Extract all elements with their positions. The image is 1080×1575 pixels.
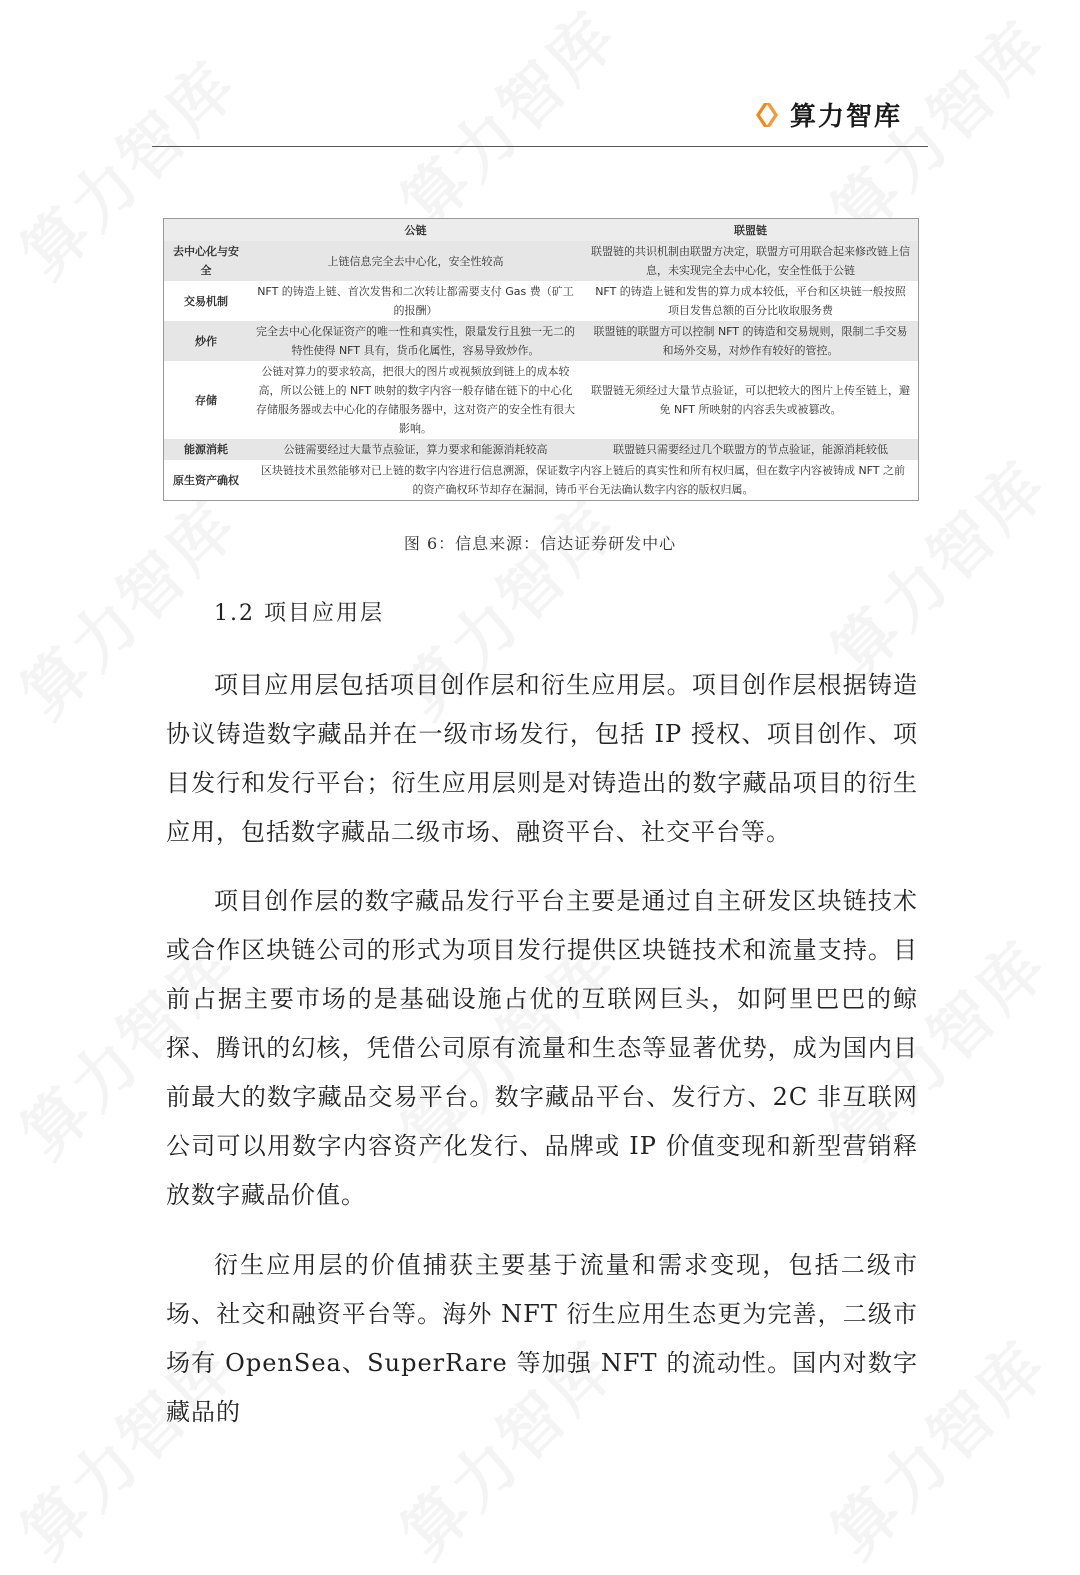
table-cell-public: 上链信息完全去中心化，安全性较高 bbox=[248, 241, 583, 281]
body-paragraph: 衍生应用层的价值捕获主要基于流量和需求变现，包括二级市场、社交和融资平台等。海外 NFT 衍生应用生态更为完善，二级市场有 OpenSea、SuperRare 等加强 NFT 的流动性。国内对数字藏品的 bbox=[166, 1251, 918, 1426]
comparison-table bbox=[163, 218, 919, 501]
watermark bbox=[377, 0, 634, 245]
table-cell-public: 公链需要经过大量节点验证，算力要求和能源消耗较高 bbox=[248, 439, 583, 460]
table-header-cell: 联盟链 bbox=[583, 219, 918, 241]
table-cell-consortium: 联盟链的联盟方可以控制 NFT 的铸造和交易规则，限制二手交易和场外交易，对炒作有较好的管控。 bbox=[583, 321, 918, 361]
logo-text: 算力智库 bbox=[790, 102, 903, 132]
row-label: 原生资产确权 bbox=[173, 473, 239, 487]
table-row bbox=[164, 321, 918, 361]
table-cell-public: NFT 的铸造上链、首次发售和二次转让都需要支付 Gas 费（矿工的报酬） bbox=[257, 285, 574, 317]
row-label: 能源消耗 bbox=[164, 439, 248, 460]
body-paragraph: 项目创作层的数字藏品发行平台主要是通过自主研发区块链技术或合作区块链公司的形式为项目发行提供区块链技术和流量支持。目前占据主要市场的是基础设施占优的互联网巨头，如阿里巴巴的鲸探、腾讯的幻核，凭借公司原有流量和生态等显著优势，成为国内目前最大的数字藏品交易平台。数字藏品平台、发行方、2C 非互联网公司可以用数字内容资产化发行、品牌或 IP 价值变现和新型营销释放数字藏品价值。 bbox=[166, 887, 918, 1209]
table-header-row bbox=[164, 219, 918, 241]
table-cell-consortium: 联盟链无须经过大量节点验证，可以把较大的图片上传至链上，避免 NFT 所映射的内容丢失或被篡改。 bbox=[591, 384, 910, 416]
body-paragraph: 项目应用层包括项目创作层和衍生应用层。项目创作层根据铸造协议铸造数字藏品并在一级市场发行，包括 IP 授权、项目创作、项目发行和发行平台；衍生应用层则是对铸造出的数字藏品项目的衍生应用，包括数字藏品二级市场、融资平台、社交平台等。 bbox=[166, 671, 918, 846]
table-header-cell: 公链 bbox=[248, 219, 583, 241]
row-label: 存储 bbox=[195, 393, 217, 407]
table-cell-consortium: 联盟链只需要经过几个联盟方的节点验证，能源消耗较低 bbox=[583, 439, 918, 460]
row-label: 交易机制 bbox=[184, 294, 228, 308]
table-cell-public: 完全去中心化保证资产的唯一性和真实性，限量发行且独一无二的特性使得 NFT 具有，货币化属性，容易导致炒作。 bbox=[248, 321, 583, 361]
table-row bbox=[164, 281, 918, 321]
table-row bbox=[164, 439, 918, 460]
brand-logo bbox=[752, 96, 902, 133]
table-cell-consortium: NFT 的铸造上链和发售的算力成本较低，平台和区块链一般按照项目发售总额的百分比收取服务费 bbox=[595, 285, 906, 317]
section-title: 1.2 项目应用层 bbox=[214, 601, 384, 626]
header-divider bbox=[152, 146, 928, 147]
table-row bbox=[164, 361, 918, 439]
row-label: 炒作 bbox=[164, 321, 248, 361]
logo-mark-icon bbox=[752, 100, 782, 130]
table-row bbox=[164, 241, 918, 281]
table-cell-public: 公链对算力的要求较高，把很大的图片或视频放到链上的成本较高，所以公链上的 NFT 映射的数字内容一般存储在链下的中心化存储服务器或去中心化的存储服务器中，这对资产的安全性有很大影响。 bbox=[256, 365, 575, 435]
table-cell-merged: 区块链技术虽然能够对已上链的数字内容进行信息溯源，保证数字内容上链后的真实性和所有权归属，但在数字内容被铸成 NFT 之前的资产确权环节却存在漏洞，铸币平台无法确认数字内容的版权归属。 bbox=[260, 464, 906, 496]
row-label: 去中心化与安全 bbox=[164, 241, 248, 281]
table-header-cell bbox=[164, 219, 248, 241]
table-row bbox=[164, 460, 918, 500]
figure-caption: 图 6：信息来源：信达证券研发中心 bbox=[403, 534, 677, 553]
table-cell-consortium: 联盟链的共识机制由联盟方决定，联盟方可用联合起来修改链上信息，未实现完全去中心化，安全性低于公链 bbox=[583, 241, 918, 281]
